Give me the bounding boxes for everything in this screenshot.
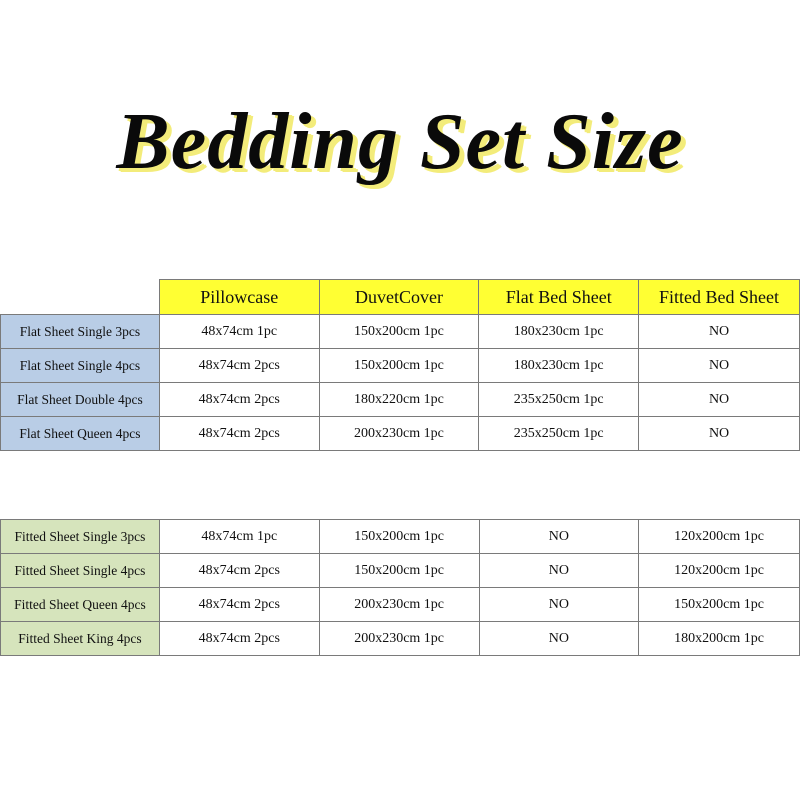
- pillowcase-cell: 48x74cm 2pcs: [159, 588, 319, 622]
- header-fitted-bed-sheet: Fitted Bed Sheet: [639, 280, 800, 315]
- duvet-cover-cell: 200x230cm 1pc: [319, 417, 479, 451]
- flat-sheet-table: [0, 279, 800, 451]
- flat-sheet-cell: NO: [479, 554, 639, 588]
- duvet-cover-cell: 150x200cm 1pc: [319, 520, 479, 554]
- fitted-sheet-cell: 180x200cm 1pc: [639, 622, 800, 656]
- pillowcase-cell: 48x74cm 1pc: [159, 315, 319, 349]
- fitted-sheet-cell: 120x200cm 1pc: [639, 520, 800, 554]
- header-row: [1, 280, 800, 315]
- row-label: Flat Sheet Double 4pcs: [1, 383, 160, 417]
- fitted-sheet-cell: NO: [639, 349, 800, 383]
- row-label: Flat Sheet Single 3pcs: [1, 315, 160, 349]
- table-row: [1, 588, 800, 622]
- duvet-cover-cell: 150x200cm 1pc: [319, 315, 479, 349]
- table-row: [1, 417, 800, 451]
- flat-sheet-cell: NO: [479, 622, 639, 656]
- row-label: Fitted Sheet King 4pcs: [1, 622, 160, 656]
- fitted-sheet-cell: NO: [639, 417, 800, 451]
- flat-sheet-cell: NO: [479, 520, 639, 554]
- flat-sheet-cell: 235x250cm 1pc: [479, 383, 639, 417]
- table-row: [1, 349, 800, 383]
- header-flat-bed-sheet: Flat Bed Sheet: [479, 280, 639, 315]
- duvet-cover-cell: 150x200cm 1pc: [319, 349, 479, 383]
- duvet-cover-cell: 150x200cm 1pc: [319, 554, 479, 588]
- duvet-cover-cell: 200x230cm 1pc: [319, 588, 479, 622]
- header-pillowcase: Pillowcase: [159, 280, 319, 315]
- row-label: Fitted Sheet Single 4pcs: [1, 554, 160, 588]
- fitted-sheet-cell: NO: [639, 383, 800, 417]
- row-label: Fitted Sheet Queen 4pcs: [1, 588, 160, 622]
- table-row: [1, 315, 800, 349]
- pillowcase-cell: 48x74cm 2pcs: [159, 417, 319, 451]
- pillowcase-cell: 48x74cm 2pcs: [159, 554, 319, 588]
- duvet-cover-cell: 200x230cm 1pc: [319, 622, 479, 656]
- row-label: Fitted Sheet Single 3pcs: [1, 520, 160, 554]
- flat-sheet-cell: 180x230cm 1pc: [479, 315, 639, 349]
- row-label: Flat Sheet Queen 4pcs: [1, 417, 160, 451]
- header-duvet-cover: DuvetCover: [319, 280, 479, 315]
- page-title: Bedding Set Size: [116, 98, 684, 186]
- table-row: [1, 520, 800, 554]
- table-row: [1, 554, 800, 588]
- pillowcase-cell: 48x74cm 2pcs: [159, 383, 319, 417]
- fitted-sheet-cell: 150x200cm 1pc: [639, 588, 800, 622]
- flat-sheet-cell: 180x230cm 1pc: [479, 349, 639, 383]
- fitted-sheet-table: [0, 519, 800, 656]
- flat-sheet-cell: 235x250cm 1pc: [479, 417, 639, 451]
- pillowcase-cell: 48x74cm 2pcs: [159, 349, 319, 383]
- pillowcase-cell: 48x74cm 1pc: [159, 520, 319, 554]
- corner-cell: [1, 280, 160, 315]
- pillowcase-cell: 48x74cm 2pcs: [159, 622, 319, 656]
- row-label: Flat Sheet Single 4pcs: [1, 349, 160, 383]
- fitted-sheet-cell: 120x200cm 1pc: [639, 554, 800, 588]
- flat-sheet-cell: NO: [479, 588, 639, 622]
- table-row: [1, 383, 800, 417]
- duvet-cover-cell: 180x220cm 1pc: [319, 383, 479, 417]
- table-row: [1, 622, 800, 656]
- fitted-sheet-cell: NO: [639, 315, 800, 349]
